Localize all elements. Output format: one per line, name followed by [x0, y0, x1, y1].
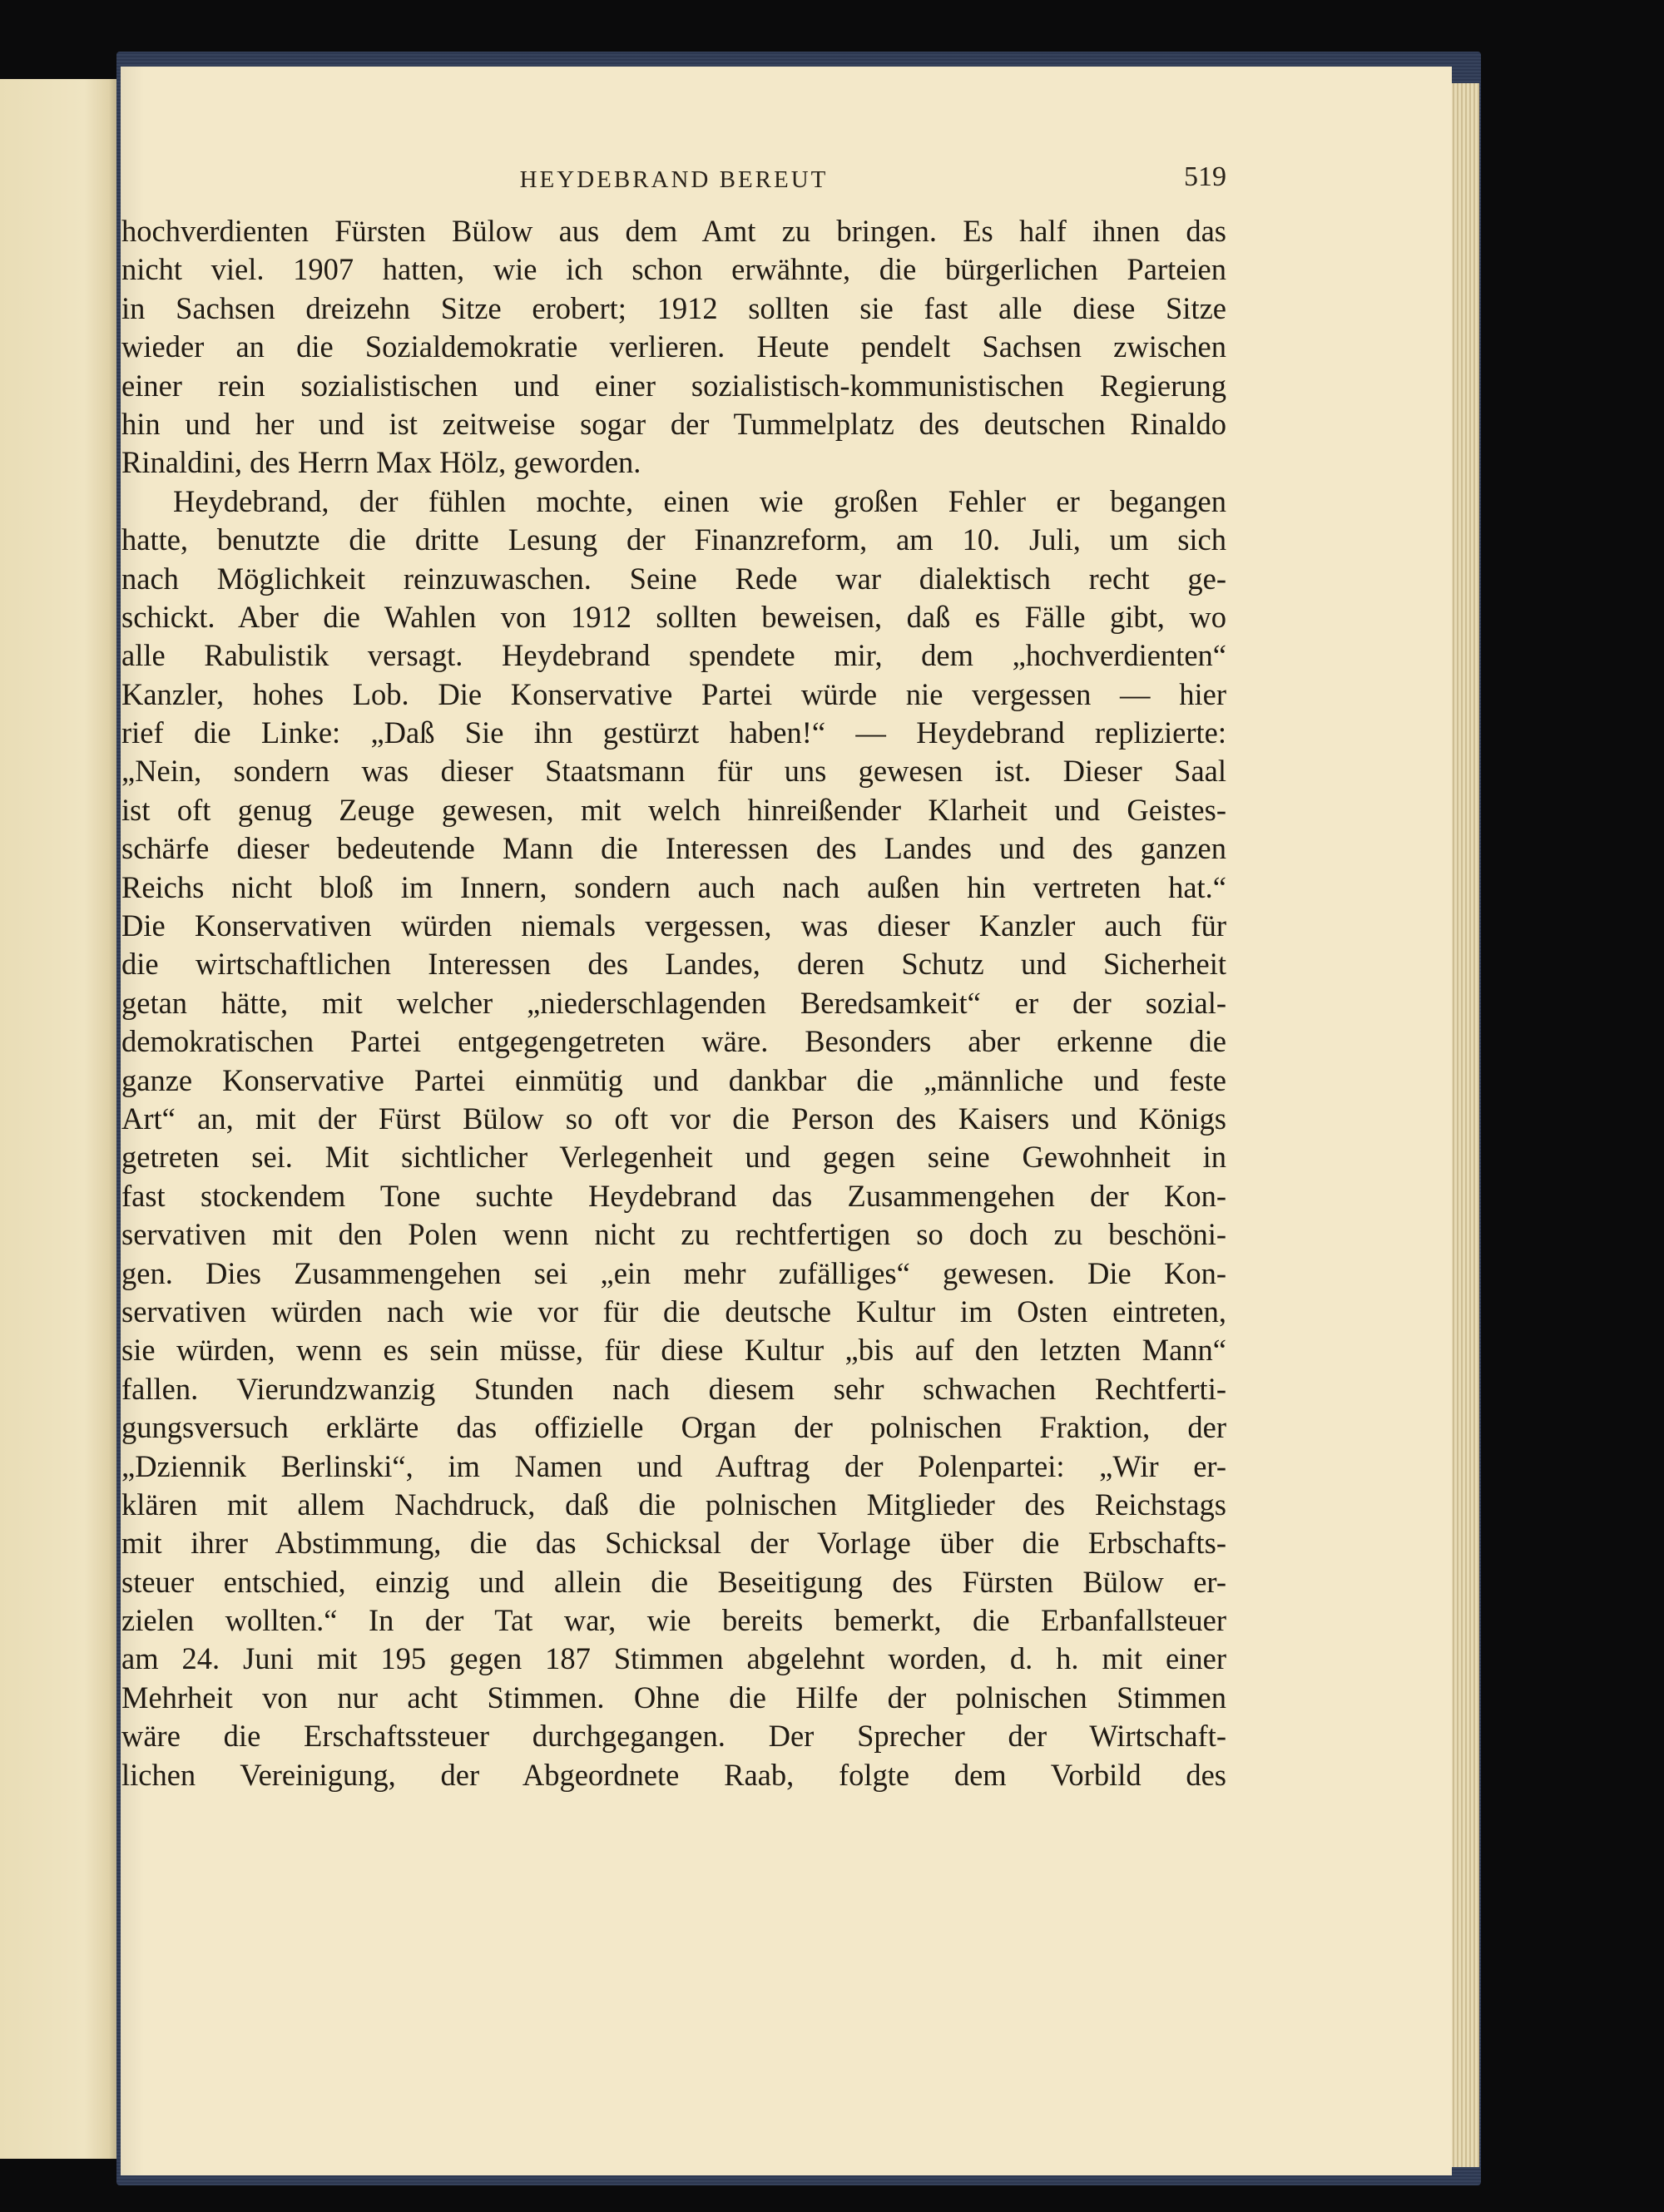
text-line: „Dziennik Berlinski“, im Namen und Auftrag der Polenpartei: „Wir er-	[121, 1448, 1226, 1483]
text-line: Reichs nicht bloß im Innern, sondern auch nach außen hin vertreten hat.“	[121, 869, 1226, 904]
text-line: wieder an die Sozialdemokratie verlieren. Heute pendelt Sachsen zwischen	[121, 329, 1226, 364]
text-line: zielen wollten.“ In der Tat war, wie bereits bemerkt, die Erbanfallsteuer	[121, 1603, 1226, 1638]
text-line: ist oft genug Zeuge gewesen, mit welch hinreißender Klarheit und Geistes-	[121, 792, 1226, 827]
text-line: fast stockendem Tone suchte Heydebrand das Zusammengehen der Kon-	[121, 1178, 1226, 1213]
text-line: am 24. Juni mit 195 gegen 187 Stimmen abgelehnt worden, d. h. mit einer	[121, 1641, 1226, 1676]
text-line: klären mit allem Nachdruck, daß die polnischen Mitglieder des Reichstags	[121, 1487, 1226, 1522]
text-line: in Sachsen dreizehn Sitze erobert; 1912 sollten sie fast alle diese Sitze	[121, 290, 1226, 325]
text-line: nicht viel. 1907 hatten, wie ich schon erwähnte, die bürgerlichen Parteien	[121, 252, 1226, 287]
text-line: getreten sei. Mit sichtlicher Verlegenheit und gegen seine Gewohnheit in	[121, 1140, 1226, 1175]
text-line: sie würden, wenn es sein müsse, für diese Kultur „bis auf den letzten Mann“	[121, 1333, 1226, 1368]
text-line: hatte, benutzte die dritte Lesung der Finanzreform, am 10. Juli, um sich	[121, 522, 1226, 557]
text-line: servativen mit den Polen wenn nicht zu rechtfertigen so doch zu beschöni-	[121, 1217, 1226, 1252]
text-line: „Nein, sondern was dieser Staatsmann für uns gewesen ist. Dieser Saal	[121, 754, 1226, 789]
text-line: servativen würden nach wie vor für die deutsche Kultur im Osten eintreten,	[121, 1294, 1226, 1329]
text-line: gen. Dies Zusammengehen sei „ein mehr zufälliges“ gewesen. Die Kon-	[121, 1255, 1226, 1290]
body-text	[121, 212, 1226, 1794]
text-line: einer rein sozialistischen und einer sozialistisch-kommunistischen Regierung	[121, 368, 1226, 403]
running-title: HEYDEBRAND BEREUT	[519, 166, 829, 193]
text-line: ganze Konservative Partei einmütig und dankbar die „männliche und feste	[121, 1062, 1226, 1097]
text-line: wäre die Erschaftssteuer durchgegangen. Der Sprecher der Wirtschaft-	[121, 1719, 1226, 1754]
facing-page-edge	[0, 79, 121, 2159]
text-line: fallen. Vierundzwanzig Stunden nach diesem sehr schwachen Rechtferti-	[121, 1371, 1226, 1406]
text-line: Kanzler, hohes Lob. Die Konservative Partei würde nie vergessen — hier	[121, 676, 1226, 711]
text-line: Die Konservativen würden niemals vergessen, was dieser Kanzler auch für	[121, 908, 1226, 943]
text-line: hin und her und ist zeitweise sogar der Tummelplatz des deutschen Rinaldo	[121, 406, 1226, 441]
text-line: rief die Linke: „Daß Sie ihn gestürzt haben!“ — Heydebrand replizierte:	[121, 715, 1226, 750]
text-line: schärfe dieser bedeutende Mann die Interessen des Landes und des ganzen	[121, 831, 1226, 866]
text-line: gungsversuch erklärte das offizielle Organ der polnischen Fraktion, der	[121, 1410, 1226, 1445]
text-line: die wirtschaftlichen Interessen des Landes, deren Schutz und Sicherheit	[121, 947, 1226, 982]
text-line: Rinaldini, des Herrn Max Hölz, geworden.	[121, 445, 641, 480]
text-line: Heydebrand, der fühlen mochte, einen wie großen Fehler er begangen	[173, 483, 1226, 518]
text-line: hochverdienten Fürsten Bülow aus dem Amt zu bringen. Es half ihnen das	[121, 214, 1226, 248]
running-head	[121, 160, 1226, 200]
text-line: steuer entschied, einzig und allein die Beseitigung des Fürsten Bülow er-	[121, 1564, 1226, 1599]
text-line: mit ihrer Abstimmung, die das Schicksal der Vorlage über die Erbschafts-	[121, 1526, 1226, 1561]
text-line: lichen Vereinigung, der Abgeordnete Raab, folgte dem Vorbild des	[121, 1757, 1226, 1792]
text-line: alle Rabulistik versagt. Heydebrand spendete mir, dem „hochverdienten“	[121, 638, 1226, 673]
text-line: demokratischen Partei entgegengetreten wäre. Besonders aber erkenne die	[121, 1024, 1226, 1059]
page-number: 519	[1184, 161, 1226, 192]
text-line: Art“ an, mit der Fürst Bülow so oft vor die Person des Kaisers und Königs	[121, 1101, 1226, 1136]
text-line: Mehrheit von nur acht Stimmen. Ohne die Hilfe der polnischen Stimmen	[121, 1680, 1226, 1715]
text-line: schickt. Aber die Wahlen von 1912 sollten beweisen, daß es Fälle gibt, wo	[121, 599, 1226, 634]
text-line: getan hätte, mit welcher „niederschlagenden Beredsamkeit“ er der sozial-	[121, 985, 1226, 1020]
text-line: nach Möglichkeit reinzuwaschen. Seine Rede war dialektisch recht ge-	[121, 561, 1226, 596]
